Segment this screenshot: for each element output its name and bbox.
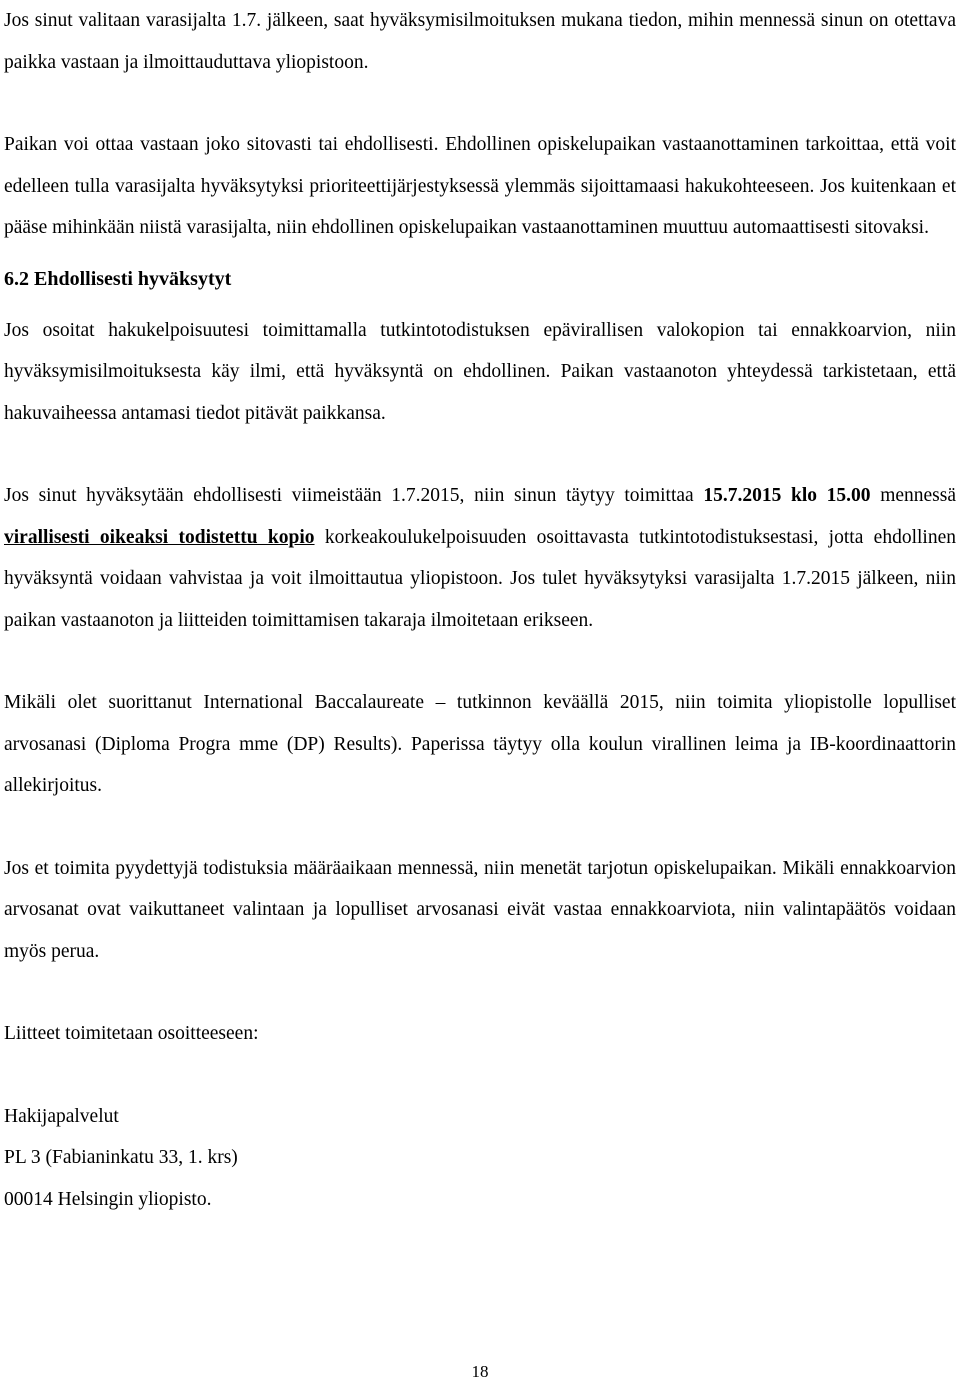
deadline-text-1: Jos sinut hyväksytään ehdollisesti viimeistään 1.7.2015, niin sinun täytyy toimittaa <box>4 485 704 506</box>
document-page <box>4 0 956 1220</box>
paragraph-acceptance-modes: Paikan voi ottaa vastaan joko sitovasti tai ehdollisesti. Ehdollinen opiskelupaikan vastaanottaminen tarkoittaa, että voit edelleen tulla varasijalta hyväksytyksi prioriteettijärjestyksessä ylemmäs sijoittamaasi hakukohteeseen. Jos kuitenkaan et pääse mihinkään niistä varasijalta, niin ehdollinen opiskelupaikan vastaanottaminen muuttuu automaattisesti sitovaksi. <box>4 134 956 238</box>
section-heading: 6.2 Ehdollisesti hyväksytyt <box>4 267 232 290</box>
mailing-address <box>4 1096 956 1221</box>
paragraph-deadline <box>4 475 956 641</box>
deadline-text-2: mennessä <box>870 485 957 506</box>
paragraph-conditional-admission: Jos osoitat hakukelpoisuutesi toimittamalla tutkintotodistuksen epävirallisen valokopion tai ennakkoarvion, niin hyväksymisilmoituksesta käy ilmi, että hyväksyntä on ehdollinen. Paikan vastaanoton yhteydessä tarkistetaan, että hakuvaiheessa antamasi tiedot pitävät paikkansa. <box>4 319 956 424</box>
paragraph-attachments: Liitteet toimitetaan osoitteeseen: <box>4 1023 259 1044</box>
deadline-date: 15.7.2015 klo 15.00 <box>703 485 871 506</box>
certified-copy-emphasis: virallisesti oikeaksi todistettu kopio <box>4 526 315 548</box>
paragraph-consequences: Jos et toimita pyydettyjä todistuksia määräaikaan mennessä, niin menetät tarjotun opiskelupaikan. Mikäli ennakkoarvion arvosanat ovat vaikuttaneet valintaan ja lopulliset arvosanasi eivät vastaa ennakkoarviota, niin valintapäätös voidaan myös perua. <box>4 857 956 962</box>
deadline-text-3: korkeakoulukelpoisuuden osoittavasta tutkintotodistuksestasi, jotta ehdollinen hyväksyntä voidaan vahvistaa ja voit ilmoittautua yliopistoon. Jos tulet hyväksytyksi varasijalta 1.7.2015 jälkeen, niin paikan vastaanoton ja liitteiden toimittamisen takaraja ilmoitetaan erikseen. <box>4 526 956 631</box>
page-number: 18 <box>471 1362 489 1381</box>
address-line-postal: 00014 Helsingin yliopisto. <box>4 1188 212 1210</box>
address-line-office: Hakijapalvelut <box>4 1105 119 1127</box>
paragraph-ib-results: Mikäli olet suorittanut International Baccalaureate – tutkinnon keväällä 2015, niin toimita yliopistolle lopulliset arvosanasi (Diploma Progra mme (DP) Results). Paperissa täytyy olla koulun virallinen leima ja IB-koordinaattorin allekirjoitus. <box>4 692 956 796</box>
paragraph-late-waitlist: Jos sinut valitaan varasijalta 1.7. jälkeen, saat hyväksymisilmoituksen mukana tiedon, mihin mennessä sinun on otettava paikka vastaan ja ilmoittauduttava yliopistoon. <box>4 10 956 73</box>
address-line-street: PL 3 (Fabianinkatu 33, 1. krs) <box>4 1147 238 1168</box>
